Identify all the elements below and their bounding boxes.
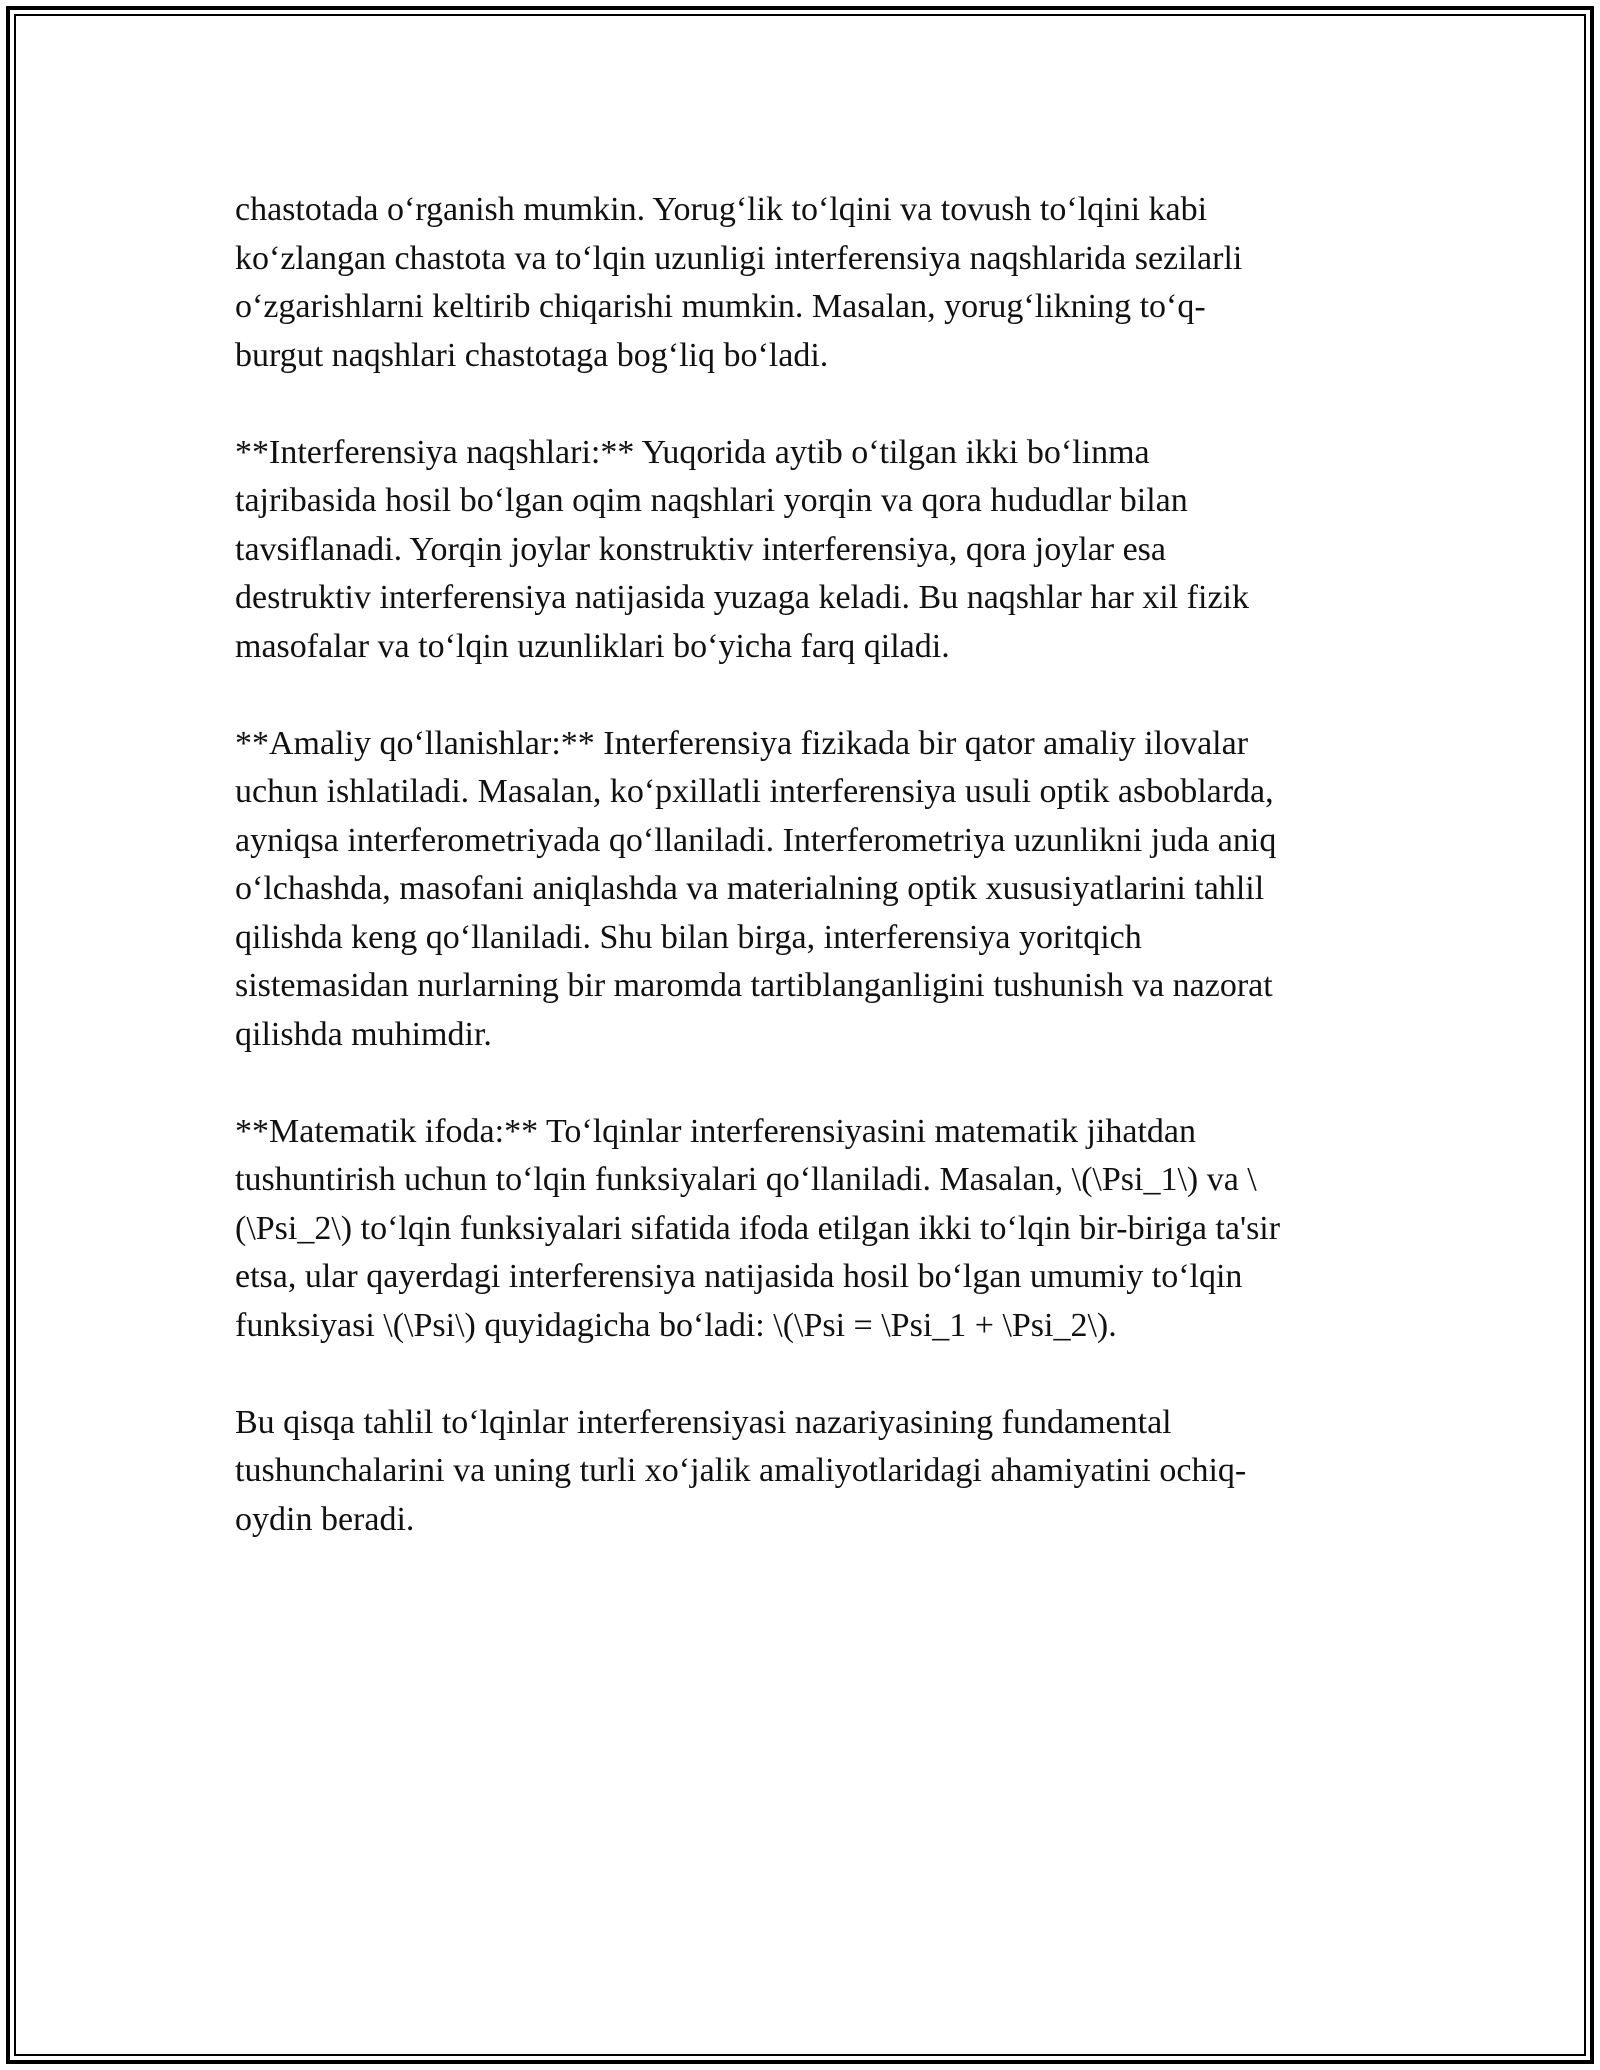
paragraph-mathematical-expression: **Matematik ifoda:** To‘lqinlar interferensiyasini matematik jihatdan tushuntirish uchun to‘lqin funksiyalari qo‘llaniladi. Masalan, \(\Psi_1\) va \ (\Psi_2\) to‘lqin funksiyalari sifatida ifoda etilgan ikki to‘lqin bir-biriga ta'sir etsa, ular qayerdagi interferensiya natijasida hosil bo‘lgan umumiy to‘lqin funksiyasi \(\Psi\) quyidagicha bo‘ladi: \(\Psi = \Psi_1 + \Psi_2\). bbox=[235, 1112, 1281, 1344]
paragraph-practical-applications: **Amaliy qo‘llanishlar:** Interferensiya fizikada bir qator amaliy ilovalar uchun ishlatiladi. Masalan, ko‘pxillatli interferensiya usuli optik asboblarda, ayniqsa interferometriyada qo‘llaniladi. Interferometriya uzunlikni juda aniq o‘lchashda, masofani aniqlashda va materialning optik xususiyatlarini tahlil qilishda keng qo‘llaniladi. Shu bilan birga, interferensiya yoritqich sistemasidan nurlarning bir maromda tartiblanganligini tushunish va nazorat qilishda muhimdir. bbox=[235, 724, 1277, 1053]
paragraph-interference-patterns: **Interferensiya naqshlari:** Yuqorida aytib o‘tilgan ikki bo‘linma tajribasida hosil bo‘lgan oqim naqshlari yorqin va qora hududlar bilan tavsiflanadi. Yorqin joylar konstruktiv interferensiya, qora joylar esa destruktiv interferensiya natijasida yuzaga keladi. Bu naqshlar har xil fizik masofalar va to‘lqin uzunliklari bo‘yicha farq qiladi. bbox=[235, 433, 1249, 665]
document-body bbox=[235, 186, 1375, 1593]
paragraph-frequency: chastotada o‘rganish mumkin. Yorug‘lik to‘lqini va tovush to‘lqini kabi ko‘zlangan chastota va to‘lqin uzunligi interferensiya naqshlarida sezilarli o‘zgarishlarni keltirib chiqarishi mumkin. Masalan, yorug‘likning to‘q- burgut naqshlari chastotaga bog‘liq bo‘ladi. bbox=[235, 191, 1243, 374]
paragraph-conclusion: Bu qisqa tahlil to‘lqinlar interferensiyasi nazariyasining fundamental tushunchalarini va uning turli xo‘jalik amaliyotlaridagi ahamiyatini ochiq- oydin beradi. bbox=[235, 1403, 1247, 1538]
